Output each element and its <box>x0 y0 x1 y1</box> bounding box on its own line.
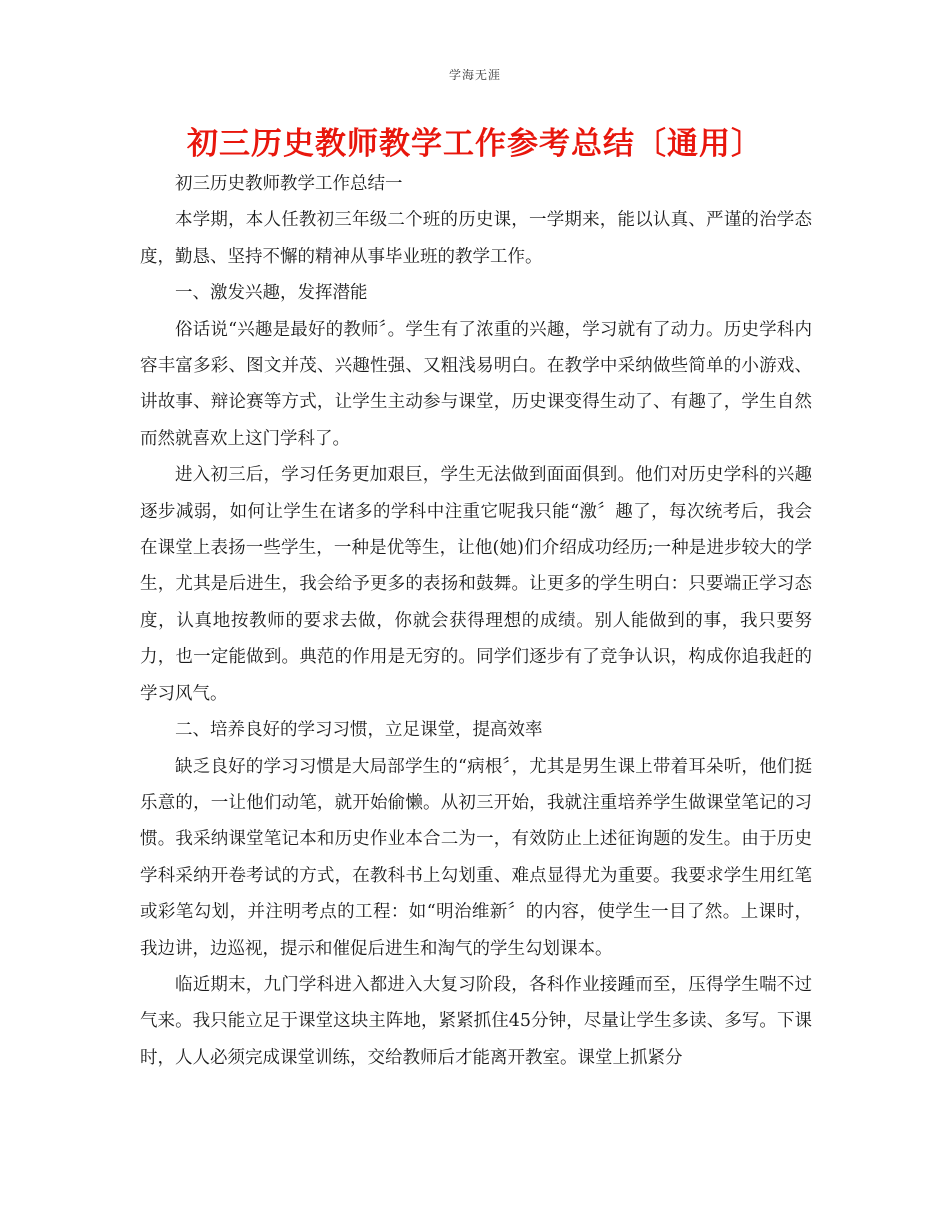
section-heading: 一、激发兴趣，发挥潜能 <box>175 283 368 304</box>
document-body <box>140 166 812 1076</box>
body-paragraph: 临近期末，九门学科进入都进入大复习阶段，各科作业接踵而至，压得学生喘不过气来。我只能立足于课堂这块主阵地，紧紧抓住45分钟，尽量让学生多读、多写。下课时，人人必须完成课堂训练，交给教师后才能离开教室。课堂上抓紧分 <box>140 974 812 1068</box>
section-heading: 二、培养良好的学习习惯，立足课堂，提高效率 <box>175 720 543 741</box>
body-paragraph: 进入初三后，学习任务更加艰巨，学生无法做到面面俱到。他们对历史学科的兴趣逐步减弱，如何让学生在诸多的学科中注重它呢我只能“激〞趣了，每次统考后，我会在课堂上表扬一些学生，一种是优等生，让他(她)们介绍成功经历;一种是进步较大的学生，尤其是后进生，我会给予更多的表扬和鼓舞。让更多的学生明白：只要端正学习态度，认真地按教师的要求去做，你就会获得理想的成绩。别人能做到的事，我只要努力，也一定能做到。典范的作用是无穷的。同学们逐步有了竞争认识，构成你追我赶的学习风气。 <box>140 465 812 704</box>
body-paragraph: 本学期，本人任教初三年级二个班的历史课，一学期来，能以认真、严谨的治学态度，勤恳、坚持不懈的精神从事毕业班的教学工作。 <box>140 210 812 267</box>
subtitle-paragraph: 初三历史教师教学工作总结一 <box>175 174 403 194</box>
body-paragraph: 俗话说“兴趣是最好的教师〞。学生有了浓重的兴趣，学习就有了动力。历史学科内容丰富多彩、图文并茂、兴趣性强、又粗浅易明白。在教学中采纳做些简单的小游戏、讲故事、辩论赛等方式，让学生主动参与课堂，历史课变得生动了、有趣了，学生自然而然就喜欢上这门学科了。 <box>140 319 812 449</box>
document-title: 初三历史教师教学工作参考总结〔通用〕 <box>187 126 763 162</box>
page-header: 学海无涯 <box>448 68 501 82</box>
body-paragraph: 缺乏良好的学习习惯是大局部学生的“病根〞，尤其是男生课上带着耳朵听，他们挺乐意的，一让他们动笔，就开始偷懒。从初三开始，我就注重培养学生做课堂笔记的习惯。我采纳课堂笔记本和历史作业本合二为一，有效防止上述征询题的发生。由于历史学科采纳开卷考试的方式，在教科书上勾划重、难点显得尤为重要。我要求学生用红笔或彩笔勾划，并注明考点的工程：如“明治维新〞的内容，使学生一目了然。上课时，我边讲，边巡视，提示和催促后进生和淘气的学生勾划课本。 <box>140 756 812 959</box>
